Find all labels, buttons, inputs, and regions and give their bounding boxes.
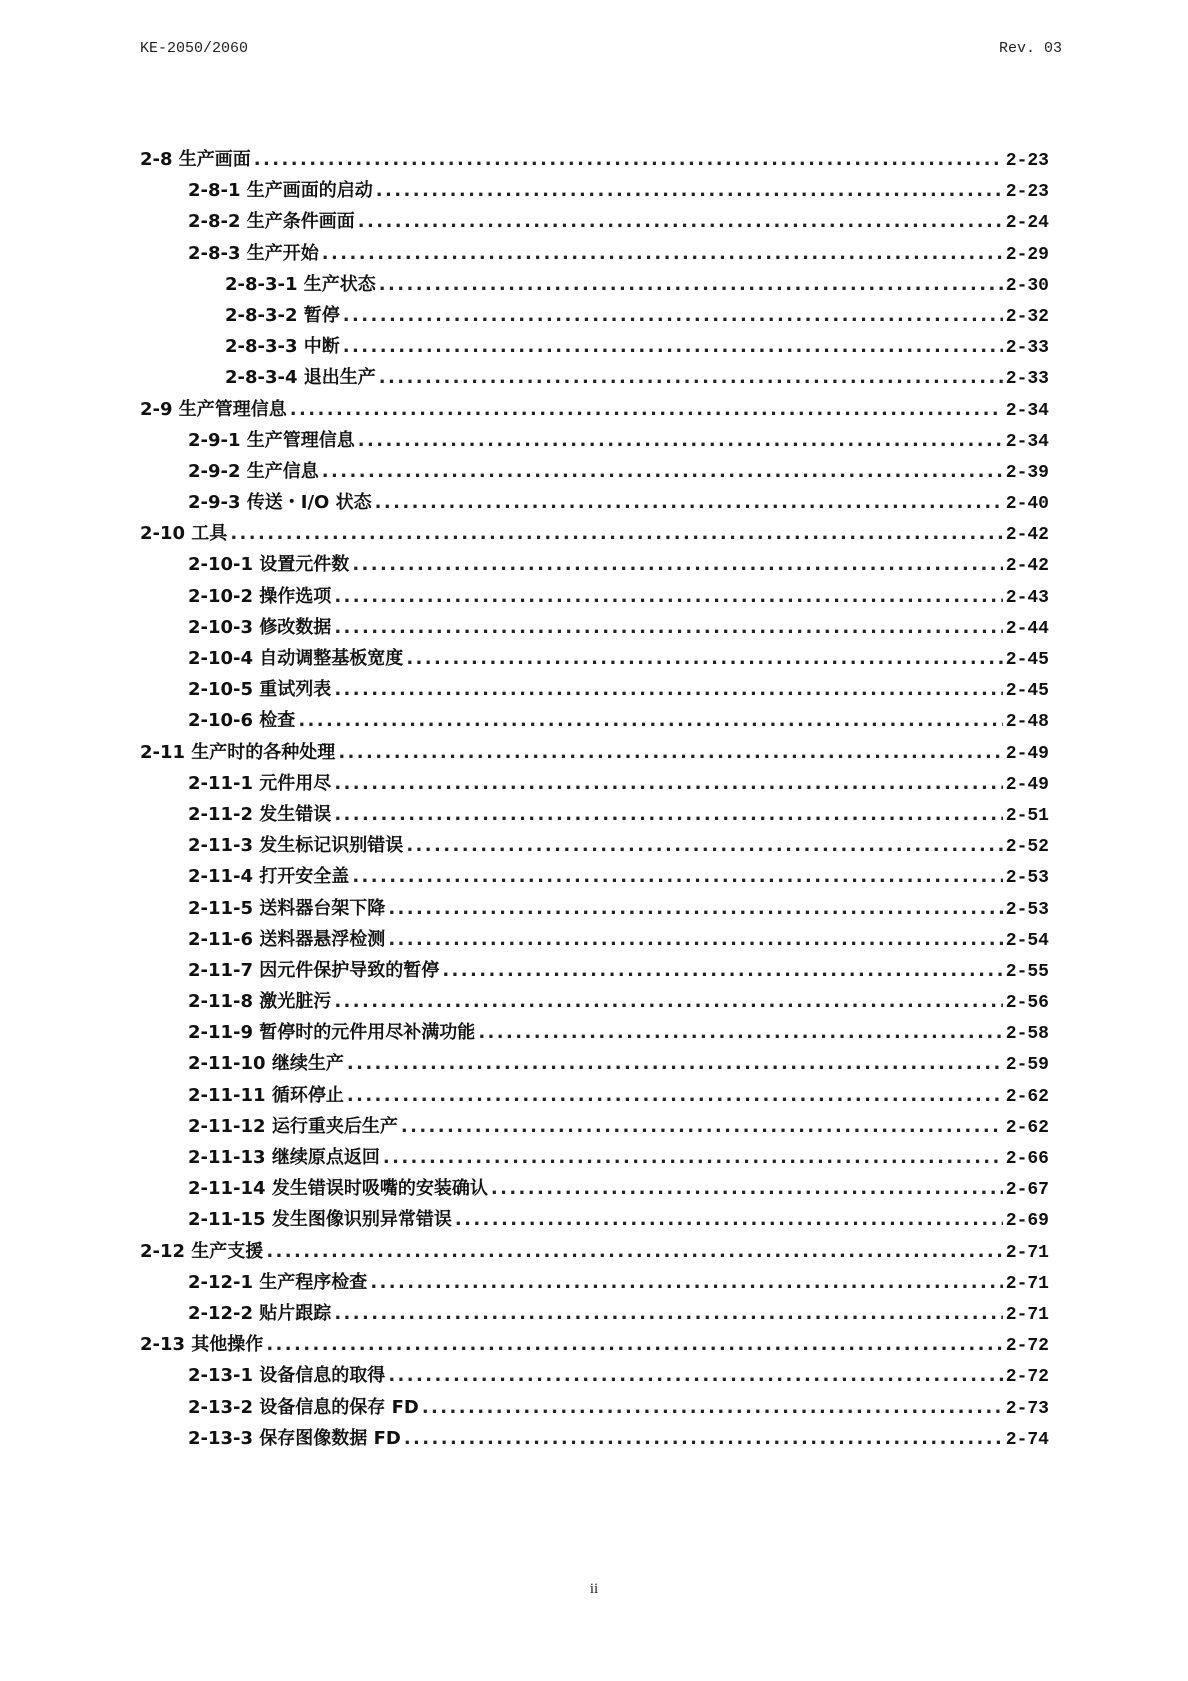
- toc-entry-page: 2-54: [1005, 930, 1049, 951]
- toc-entry-page: 2-33: [1005, 338, 1049, 359]
- toc-entry[interactable]: [140, 1112, 1049, 1143]
- toc-entry[interactable]: [140, 582, 1049, 613]
- toc-dot-leader: [401, 1116, 1003, 1137]
- toc-entry[interactable]: [140, 426, 1049, 457]
- toc-entry-page: 2-66: [1005, 1149, 1049, 1169]
- toc-entry-page: 2-55: [1005, 961, 1049, 982]
- toc-entry-title: 2-10-6 检查: [188, 710, 296, 732]
- toc-entry-page: 2-53: [1005, 899, 1049, 920]
- toc-entry[interactable]: [140, 925, 1049, 956]
- toc-entry-page: 2-49: [1005, 774, 1049, 795]
- toc-entry[interactable]: [140, 644, 1049, 675]
- toc-dot-leader: [478, 1022, 1002, 1043]
- toc-entry-page: 2-30: [1005, 275, 1049, 296]
- toc-entry-page: 2-51: [1005, 805, 1049, 826]
- toc-entry[interactable]: [140, 395, 1049, 426]
- toc-dot-leader: [388, 1365, 1002, 1386]
- toc-entry-title: 2-9 生产管理信息: [140, 398, 287, 420]
- toc-dot-leader: [290, 399, 1003, 420]
- toc-dot-leader: [266, 1241, 1002, 1262]
- toc-entry[interactable]: [140, 488, 1049, 519]
- toc-entry-page: 2-67: [1005, 1180, 1049, 1201]
- toc-entry-title: 2-11 生产时的各种处理: [140, 741, 336, 763]
- toc-dot-leader: [334, 586, 1002, 607]
- toc-entry[interactable]: [140, 738, 1049, 769]
- toc-entry[interactable]: [140, 800, 1049, 831]
- toc-entry-title: 2-12-2 贴片跟踪: [188, 1302, 332, 1324]
- toc-entry-page: 2-44: [1005, 618, 1049, 639]
- toc-dot-leader: [376, 180, 1003, 201]
- page-header: [140, 40, 1062, 60]
- toc-entry-page: 2-29: [1005, 244, 1049, 265]
- toc-entry-page: 2-23: [1005, 151, 1049, 171]
- toc-entry-title: 2-11-6 送料器悬浮检测: [188, 928, 386, 950]
- toc-dot-leader: [388, 929, 1002, 950]
- toc-entry-page: 2-62: [1005, 1086, 1049, 1107]
- toc-entry-page: 2-72: [1005, 1367, 1049, 1388]
- toc-entry-title: 2-10-1 设置元件数: [188, 554, 350, 576]
- toc-dot-leader: [406, 835, 1002, 856]
- toc-entry[interactable]: [140, 1049, 1049, 1080]
- toc-entry-title: 2-11-15 发生图像识别异常错误: [188, 1209, 452, 1231]
- toc-entry[interactable]: [140, 363, 1049, 394]
- toc-entry-title: 2-8-1 生产画面的启动: [188, 180, 373, 202]
- toc-entry[interactable]: [140, 145, 1049, 176]
- toc-dot-leader: [375, 492, 1003, 513]
- toc-entry[interactable]: [140, 1393, 1049, 1424]
- toc-dot-leader: [358, 211, 1003, 232]
- toc-entry-page: 2-39: [1005, 462, 1049, 483]
- toc-entry[interactable]: [140, 613, 1049, 644]
- toc-entry[interactable]: [140, 1424, 1049, 1455]
- toc-dot-leader: [388, 898, 1002, 919]
- toc-dot-leader: [404, 1428, 1003, 1449]
- toc-entry-page: 2-69: [1005, 1211, 1049, 1232]
- toc-entry-title: 2-10-3 修改数据: [188, 616, 332, 638]
- toc-entry-title: 2-13-1 设备信息的取得: [188, 1365, 386, 1387]
- toc-entry-title: 2-8-3 生产开始: [188, 242, 319, 264]
- toc-entry-page: 2-24: [1005, 213, 1049, 234]
- toc-entry[interactable]: [140, 176, 1049, 207]
- toc-entry-page: 2-34: [1005, 400, 1049, 421]
- toc-dot-leader: [358, 430, 1003, 451]
- toc-entry-title: 2-13 其他操作: [140, 1334, 264, 1356]
- toc-dot-leader: [298, 710, 1002, 731]
- toc-entry-title: 2-11-8 激光脏污: [188, 991, 332, 1013]
- toc-entry-page: 2-45: [1005, 681, 1049, 702]
- toc-entry-title: 2-11-7 因元件保护导致的暂停: [188, 959, 440, 981]
- toc-entry-title: 2-10 工具: [140, 523, 228, 545]
- toc-entry-page: 2-42: [1005, 525, 1049, 546]
- toc-entry[interactable]: [140, 862, 1049, 893]
- toc-entry-title: 2-10-5 重试列表: [188, 679, 332, 701]
- toc-entry[interactable]: [140, 519, 1049, 550]
- toc-entry-title: 2-9-1 生产管理信息: [188, 429, 355, 451]
- toc-entry[interactable]: [140, 332, 1049, 363]
- toc-entry-page: 2-53: [1005, 868, 1049, 889]
- toc-dot-leader: [334, 1303, 1002, 1324]
- toc-dot-leader: [422, 1397, 1003, 1418]
- toc-entry-page: 2-58: [1005, 1024, 1049, 1045]
- toc-entry-page: 2-40: [1005, 494, 1049, 515]
- toc-entry[interactable]: [140, 1361, 1049, 1392]
- toc-dot-leader: [334, 991, 1002, 1012]
- table-of-contents: [140, 145, 1049, 1455]
- toc-entry-title: 2-11-14 发生错误时吸嘴的安装确认: [188, 1178, 488, 1200]
- toc-entry-page: 2-56: [1005, 993, 1049, 1014]
- toc-entry-page: 2-71: [1005, 1304, 1049, 1325]
- toc-entry[interactable]: [140, 1081, 1049, 1112]
- toc-entry-title: 2-10-2 操作选项: [188, 585, 332, 607]
- toc-entry-title: 2-8-3-3 中断: [225, 336, 340, 358]
- toc-entry-page: 2-23: [1005, 182, 1049, 203]
- toc-entry-title: 2-11-5 送料器台架下降: [188, 897, 386, 919]
- toc-entry-page: 2-52: [1005, 837, 1049, 858]
- toc-entry[interactable]: [140, 831, 1049, 862]
- toc-entry[interactable]: [140, 1174, 1049, 1205]
- toc-entry[interactable]: [140, 675, 1049, 706]
- toc-dot-leader: [352, 866, 1002, 887]
- toc-entry-title: 2-11-3 发生标记识别错误: [188, 835, 404, 857]
- toc-entry[interactable]: [140, 987, 1049, 1018]
- toc-entry-title: 2-8-3-4 退出生产: [225, 367, 376, 389]
- toc-entry[interactable]: [140, 207, 1049, 238]
- toc-entry-page: 2-48: [1005, 712, 1049, 733]
- toc-dot-leader: [370, 1272, 1002, 1293]
- toc-entry-title: 2-8-3-1 生产状态: [225, 273, 376, 295]
- toc-entry-title: 2-8-2 生产条件画面: [188, 211, 355, 233]
- toc-entry-page: 2-43: [1005, 587, 1049, 608]
- toc-entry[interactable]: [140, 956, 1049, 987]
- toc-dot-leader: [379, 367, 1003, 388]
- toc-entry-title: 2-11-4 打开安全盖: [188, 866, 350, 888]
- toc-entry-page: 2-42: [1005, 556, 1049, 577]
- toc-entry[interactable]: [140, 1237, 1049, 1268]
- toc-entry-page: 2-49: [1005, 743, 1049, 764]
- toc-dot-leader: [455, 1209, 1003, 1230]
- toc-dot-leader: [334, 773, 1002, 794]
- toc-entry-title: 2-11-12 运行重夹后生产: [188, 1115, 398, 1137]
- toc-entry-title: 2-10-4 自动调整基板宽度: [188, 648, 404, 669]
- toc-entry[interactable]: [140, 1268, 1049, 1299]
- toc-dot-leader: [442, 960, 1002, 981]
- toc-entry[interactable]: [140, 457, 1049, 488]
- toc-dot-leader: [347, 1085, 1003, 1106]
- toc-entry-title: 2-12 生产支援: [140, 1240, 264, 1262]
- toc-entry[interactable]: [140, 1205, 1049, 1236]
- toc-dot-leader: [379, 274, 1003, 295]
- revision-label: Rev. 03: [998, 40, 1062, 57]
- toc-entry-page: 2-45: [1005, 650, 1049, 670]
- toc-entry-title: 2-13-2 设备信息的保存 FD: [188, 1396, 419, 1418]
- toc-dot-leader: [254, 149, 1003, 170]
- toc-entry-page: 2-59: [1005, 1055, 1049, 1076]
- toc-dot-leader: [334, 679, 1002, 700]
- toc-dot-leader: [334, 804, 1002, 825]
- toc-dot-leader: [347, 1053, 1003, 1074]
- toc-entry[interactable]: [140, 769, 1049, 800]
- toc-entry-page: 2-71: [1005, 1273, 1049, 1294]
- toc-dot-leader: [491, 1178, 1003, 1199]
- toc-entry-page: 2-33: [1005, 369, 1049, 390]
- toc-entry-title: 2-9-2 生产信息: [188, 460, 319, 482]
- toc-entry-title: 2-12-1 生产程序检查: [188, 1271, 368, 1293]
- toc-entry-title: 2-8 生产画面: [140, 149, 251, 170]
- toc-entry[interactable]: [140, 1018, 1049, 1049]
- document-model-label: KE-2050/2060: [140, 40, 249, 57]
- toc-entry-page: 2-71: [1005, 1242, 1049, 1263]
- toc-entry[interactable]: [140, 894, 1049, 925]
- toc-entry-title: 2-9-3 传送・I/O 状态: [188, 492, 372, 514]
- toc-dot-leader: [383, 1147, 1003, 1168]
- toc-entry-title: 2-11-1 元件用尽: [188, 772, 332, 794]
- toc-entry[interactable]: [140, 301, 1049, 332]
- toc-entry[interactable]: [140, 270, 1049, 301]
- toc-entry-title: 2-11-9 暂停时的元件用尽补满功能: [188, 1022, 476, 1044]
- toc-entry-title: 2-11-13 继续原点返回: [188, 1147, 380, 1168]
- page-number: ii: [589, 1581, 599, 1597]
- toc-entry[interactable]: [140, 1330, 1049, 1361]
- toc-dot-leader: [334, 617, 1002, 638]
- toc-dot-leader: [266, 1334, 1002, 1355]
- toc-dot-leader: [343, 336, 1003, 357]
- toc-entry-page: 2-32: [1005, 306, 1049, 327]
- toc-entry-title: 2-8-3-2 暂停: [225, 304, 340, 326]
- toc-entry-page: 2-73: [1005, 1398, 1049, 1419]
- toc-dot-leader: [343, 305, 1003, 326]
- toc-entry[interactable]: [140, 1143, 1049, 1174]
- toc-entry-page: 2-74: [1005, 1429, 1049, 1450]
- toc-dot-leader: [322, 243, 1003, 264]
- toc-entry-title: 2-11-11 循环停止: [188, 1084, 344, 1106]
- toc-dot-leader: [406, 648, 1002, 669]
- toc-entry[interactable]: [140, 550, 1049, 581]
- toc-entry-title: 2-11-2 发生错误: [188, 803, 332, 825]
- toc-entry-page: 2-34: [1005, 431, 1049, 452]
- toc-entry-page: 2-72: [1005, 1336, 1049, 1357]
- toc-entry[interactable]: [140, 1299, 1049, 1330]
- toc-dot-leader: [322, 461, 1003, 482]
- toc-entry-page: 2-62: [1005, 1117, 1049, 1138]
- toc-dot-leader: [352, 554, 1002, 575]
- toc-entry-title: 2-11-10 继续生产: [188, 1053, 344, 1075]
- toc-dot-leader: [338, 742, 1002, 763]
- toc-entry[interactable]: [140, 706, 1049, 737]
- toc-entry[interactable]: [140, 239, 1049, 270]
- toc-entry-title: 2-13-3 保存图像数据 FD: [188, 1427, 401, 1449]
- toc-dot-leader: [230, 523, 1002, 544]
